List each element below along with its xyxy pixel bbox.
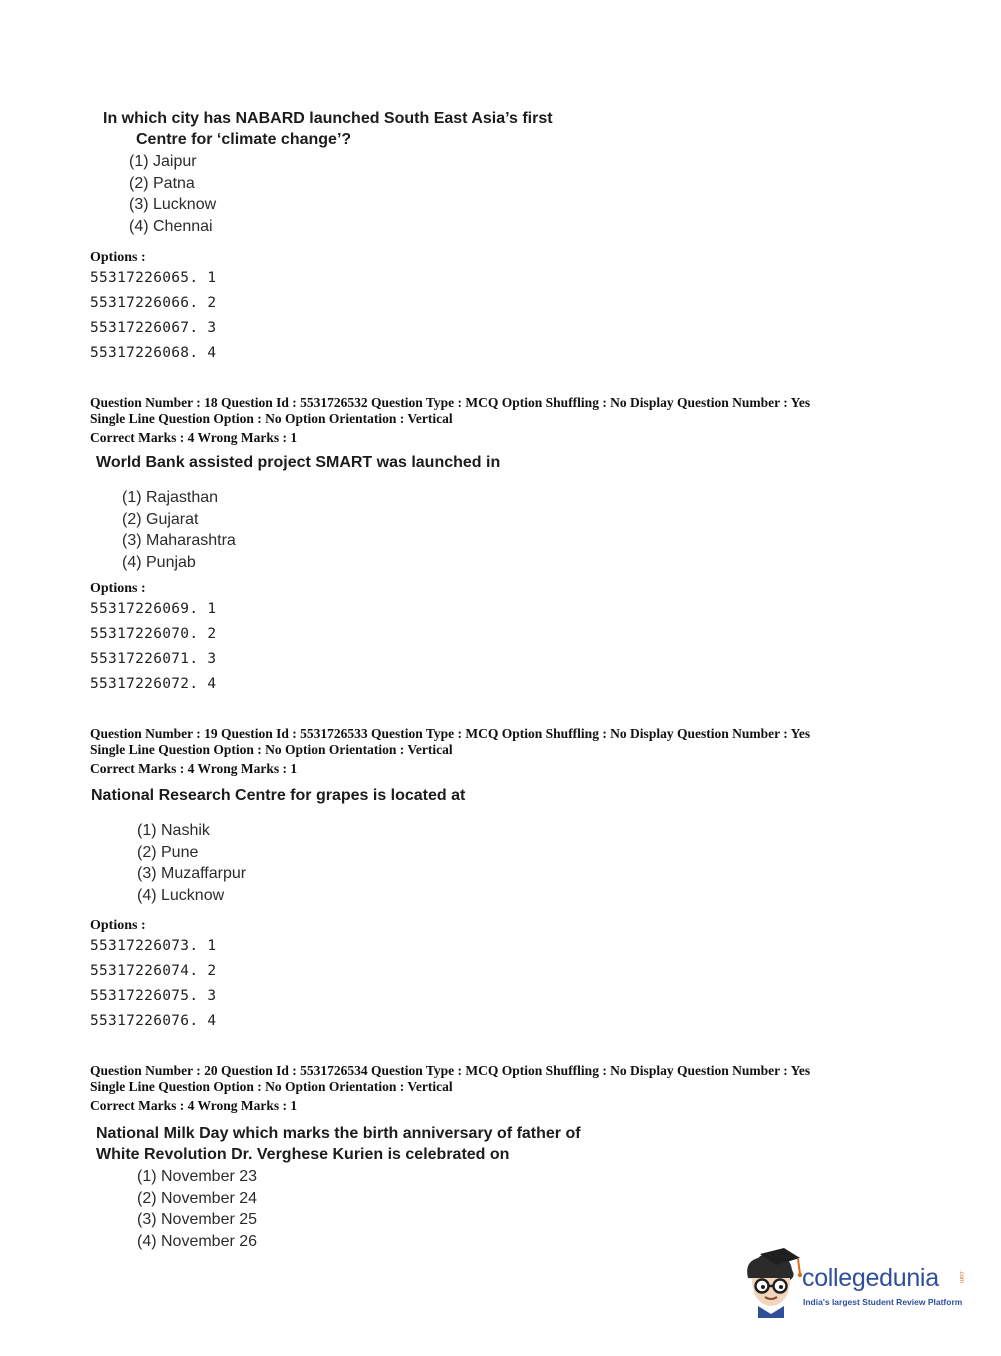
q18-marks: Correct Marks : 4 Wrong Marks : 1	[90, 430, 298, 445]
q17-option-4: 55317226068. 4	[90, 345, 217, 361]
q20-meta-line1: Question Number : 20 Question Id : 5531726534 Question Type : MCQ Option Shuffling : No Display Question Number : Yes	[90, 1063, 811, 1078]
q20-meta-line2: Single Line Question Option : No Option Orientation : Vertical	[90, 1078, 453, 1094]
q18-choice-2: (2) Gujarat	[122, 510, 199, 528]
q20-marks: Correct Marks : 4 Wrong Marks : 1	[90, 1098, 298, 1113]
q18-option-4: 55317226072. 4	[90, 676, 217, 692]
q17-choice-2: (2) Patna	[129, 174, 195, 192]
q18-meta-line1: Question Number : 18 Question Id : 5531726532 Question Type : MCQ Option Shuffling : No Display Question Number : Yes	[90, 395, 811, 410]
q20-choice-2: (2) November 24	[137, 1189, 258, 1207]
q19-option-2: 55317226074. 2	[90, 963, 217, 979]
q20-choice-4: (4) November 26	[137, 1232, 258, 1250]
q18-option-2: 55317226070. 2	[90, 626, 217, 642]
q18-choices	[122, 487, 236, 573]
q17-option-3: 55317226067. 3	[90, 320, 217, 336]
q20-choice-3: (3) November 25	[137, 1211, 258, 1228]
q19-option-3: 55317226075. 3	[90, 988, 217, 1004]
q19-option-1: 55317226073. 1	[90, 938, 217, 954]
q20-text-line2: White Revolution Dr. Verghese Kurien is celebrated on	[96, 1146, 510, 1163]
q19-meta-line2: Single Line Question Option : No Option Orientation : Vertical	[90, 741, 453, 757]
q18-meta-line2: Single Line Question Option : No Option Orientation : Vertical	[90, 410, 453, 426]
logo-com: .com	[958, 1270, 964, 1284]
q17-choice-4: (4) Chennai	[129, 217, 213, 235]
q20-meta	[90, 1063, 810, 1114]
logo-tagline: India's largest Student Review Platform	[803, 1297, 963, 1307]
q17-options-label: Options :	[90, 250, 146, 265]
q17-options	[90, 266, 216, 366]
q19-text-line1: National Research Centre for grapes is located at	[91, 787, 466, 804]
q18-choice-1: (1) Rajasthan	[122, 489, 219, 506]
q19-choice-1: (1) Nashik	[137, 822, 210, 839]
q19-choices	[137, 820, 246, 906]
mascot-icon	[740, 1248, 802, 1318]
q17-choices	[129, 151, 216, 237]
q19-choice-4: (4) Lucknow	[137, 886, 225, 904]
q17-option-2: 55317226066. 2	[90, 295, 217, 311]
q18-options-label: Options :	[90, 581, 146, 596]
q19-option-4: 55317226076. 4	[90, 1013, 217, 1029]
q17-text-line2: Centre for ‘climate change’?	[136, 131, 352, 148]
q18-choice-3: (3) Maharashtra	[122, 532, 236, 549]
q19-meta-line1: Question Number : 19 Question Id : 5531726533 Question Type : MCQ Option Shuffling : No Display Question Number : Yes	[90, 726, 811, 741]
q18-option-3: 55317226071. 3	[90, 651, 217, 667]
q19-choice-2: (2) Pune	[137, 843, 199, 861]
q19-marks: Correct Marks : 4 Wrong Marks : 1	[90, 761, 298, 776]
q18-option-1: 55317226069. 1	[90, 601, 217, 617]
q18-options	[90, 597, 216, 697]
q17-text-line1: In which city has NABARD launched South East Asia’s first	[103, 110, 553, 127]
q18-meta	[90, 395, 810, 446]
q17-choice-1: (1) Jaipur	[129, 153, 197, 170]
q18-text-line1: World Bank assisted project SMART was launched in	[96, 454, 501, 471]
q19-choice-3: (3) Muzaffarpur	[137, 865, 247, 882]
q19-options-label: Options :	[90, 918, 146, 933]
q19-options	[90, 934, 216, 1034]
q20-text-line1: National Milk Day which marks the birth anniversary of father of	[96, 1125, 581, 1142]
collegedunia-logo[interactable]	[740, 1248, 970, 1318]
q17-option-1: 55317226065. 1	[90, 270, 217, 286]
q19-meta	[90, 726, 810, 777]
q18-choice-4: (4) Punjab	[122, 553, 196, 571]
logo-name: collegedunia	[802, 1264, 939, 1292]
q20-choice-1: (1) November 23	[137, 1168, 258, 1185]
q20-choices	[137, 1166, 257, 1252]
q17-choice-3: (3) Lucknow	[129, 196, 217, 213]
